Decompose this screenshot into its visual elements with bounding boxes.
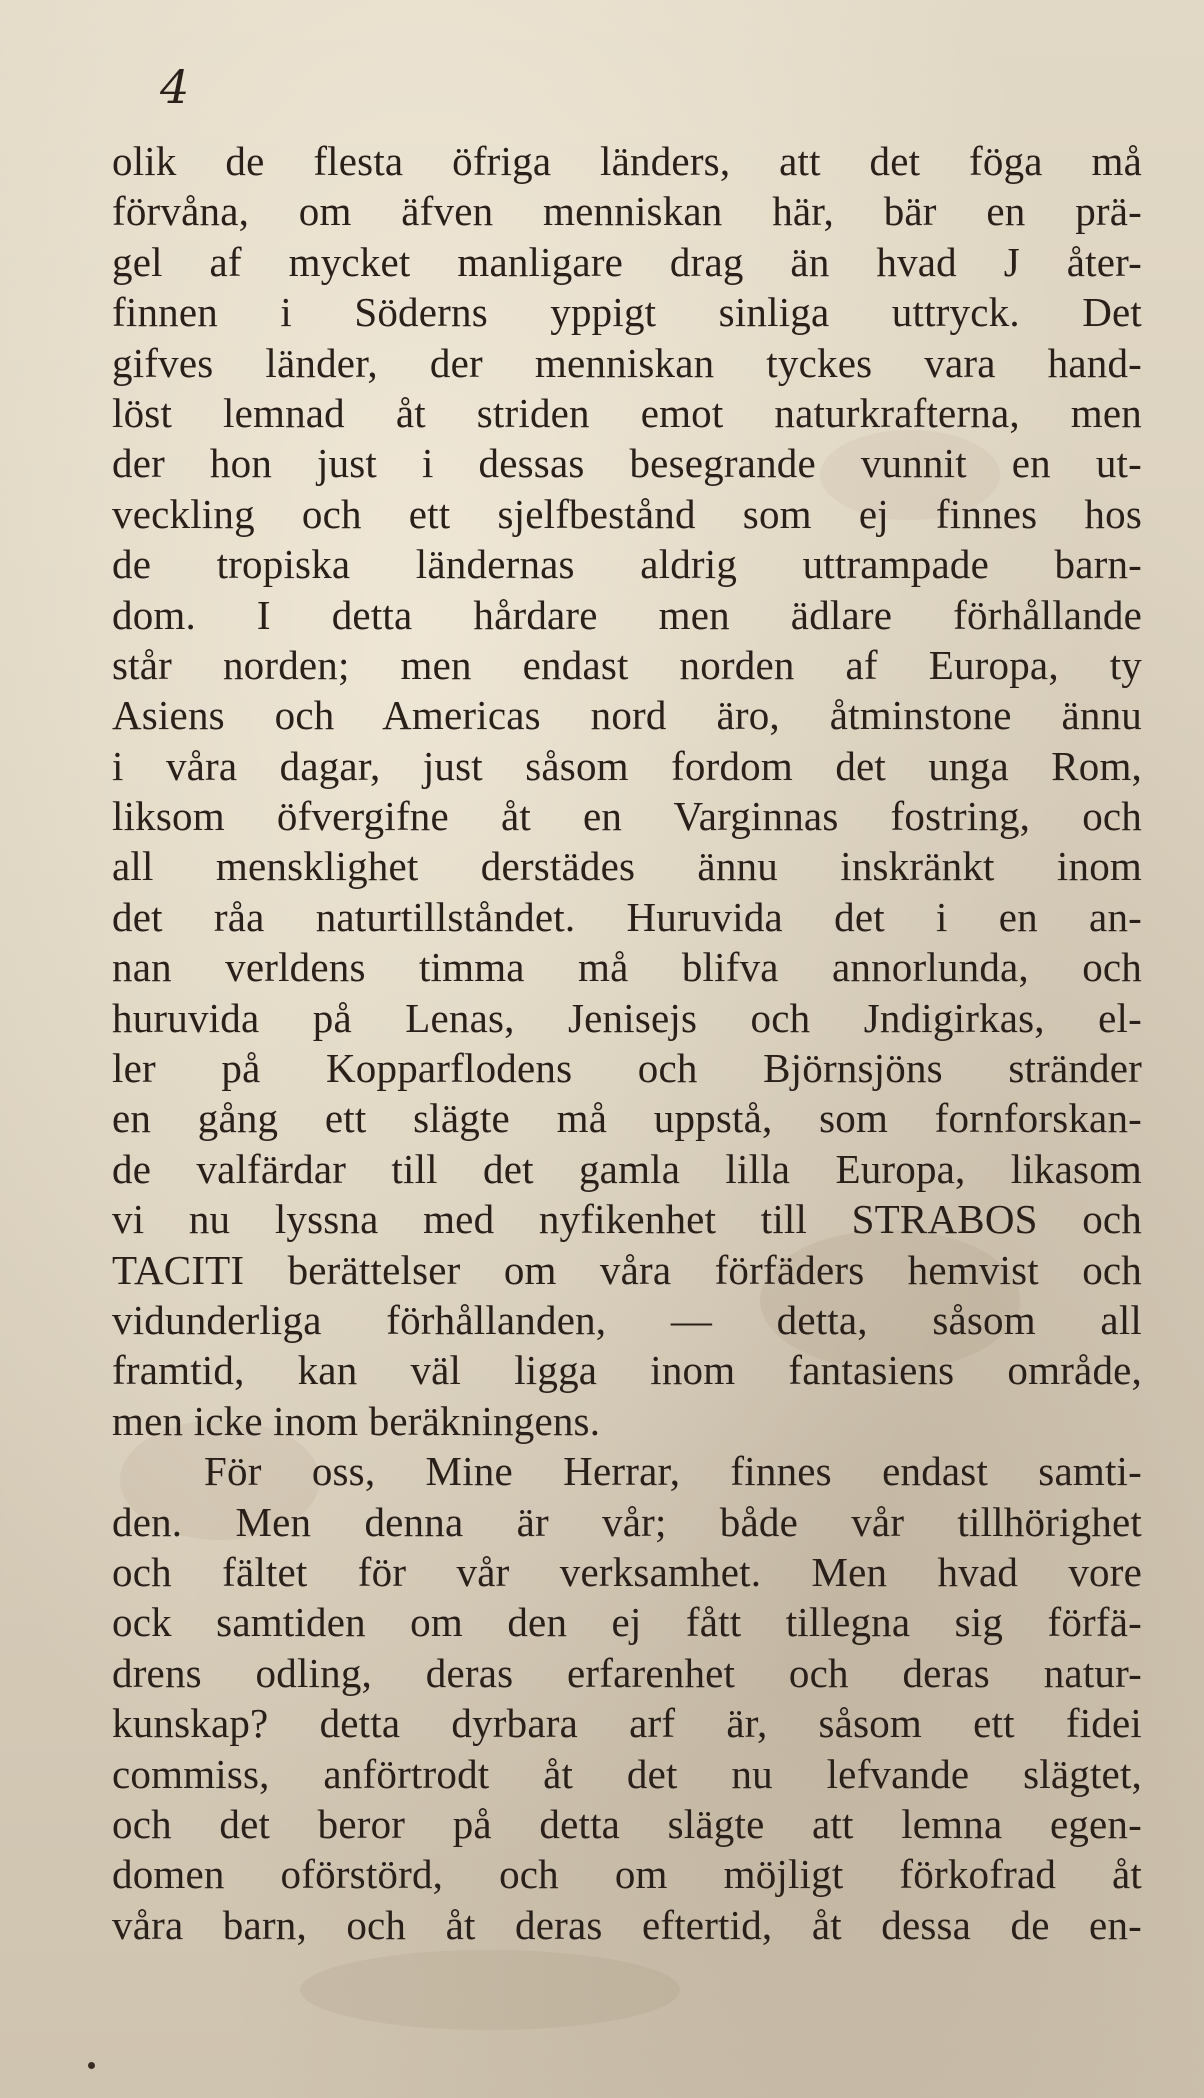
text-line: framtid, kan väl ligga inom fantasiens område,: [112, 1347, 1142, 1394]
paragraph-end-line: men icke inom beräkningens.: [112, 1397, 601, 1444]
text-line: kunskap? detta dyrbara arf är, såsom ett fidei: [112, 1700, 1142, 1747]
text-line: TACITI berättelser om våra förfäders hemvist och: [112, 1246, 1142, 1293]
text-line: huruvida på Lenas, Jenisejs och Jndigirkas, el-: [112, 994, 1142, 1041]
text-line: veckling och ett sjelfbestånd som ej finnes hos: [112, 490, 1142, 537]
text-line: förvåna, om äfven menniskan här, bär en prä-: [112, 188, 1142, 235]
text-line: våra barn, och åt deras eftertid, åt dessa de en-: [112, 1901, 1142, 1948]
text-line: liksom öfvergifne åt en Varginnas fostring, och: [112, 793, 1142, 840]
text-line: och det beror på detta slägte att lemna egen-: [112, 1800, 1142, 1847]
text-line: en gång ett slägte må uppstå, som fornforskan-: [112, 1095, 1142, 1142]
text-line: domen oförstörd, och om möjligt förkofrad åt: [112, 1851, 1142, 1898]
text-line: drens odling, deras erfarenhet och deras natur-: [112, 1649, 1142, 1696]
text-line: Asiens och Americas nord äro, åtminstone ännu: [112, 692, 1142, 739]
text-line: de tropiska ländernas aldrig uttrampade barn-: [112, 541, 1142, 588]
paper-stain: [300, 1950, 680, 2030]
text-line: vi nu lyssna med nyfikenhet till STRABOS och: [112, 1196, 1142, 1243]
text-line: de valfärdar till det gamla lilla Europa, likasom: [112, 1145, 1142, 1192]
text-line: dom. I detta hårdare men ädlare förhållande: [112, 591, 1142, 638]
text-line: gel af mycket manligare drag än hvad J åter-: [112, 238, 1142, 285]
text-line: den. Men denna är vår; både vår tillhörighet: [112, 1498, 1142, 1545]
text-line: det råa naturtillståndet. Huruvida det i en an-: [112, 893, 1142, 940]
text-line: ock samtiden om den ej fått tillegna sig förfä-: [112, 1599, 1142, 1646]
text-line: och fältet för vår verksamhet. Men hvad vore: [112, 1548, 1142, 1595]
text-line: commiss, anförtrodt åt det nu lefvande slägtet,: [112, 1750, 1142, 1797]
text-line: ler på Kopparflodens och Björnsjöns stränder: [112, 1045, 1142, 1092]
text-line: vidunderliga förhållanden, — detta, såsom all: [112, 1296, 1142, 1343]
text-line: löst lemnad åt striden emot naturkrafterna, men: [112, 389, 1142, 436]
body-text: [112, 136, 1142, 1950]
text-line: står norden; men endast norden af Europa, ty: [112, 641, 1142, 688]
text-line: der hon just i dessas besegrande vunnit en ut-: [112, 440, 1142, 487]
text-line: all mensklighet derstädes ännu inskränkt inom: [112, 843, 1142, 890]
text-line: olik de flesta öfriga länders, att det föga må: [112, 138, 1142, 184]
page-number: 4: [160, 60, 190, 114]
ink-dot: [88, 2062, 95, 2069]
text-line: gifves länder, der menniskan tyckes vara hand-: [112, 339, 1142, 386]
paragraph-start-line: För oss, Mine Herrar, finnes endast samti-: [204, 1448, 1142, 1495]
text-line: finnen i Söderns yppigt sinliga uttryck. Det: [112, 289, 1142, 336]
text-line: i våra dagar, just såsom fordom det unga Rom,: [112, 742, 1142, 789]
text-line: nan verldens timma må blifva annorlunda, och: [112, 944, 1142, 991]
